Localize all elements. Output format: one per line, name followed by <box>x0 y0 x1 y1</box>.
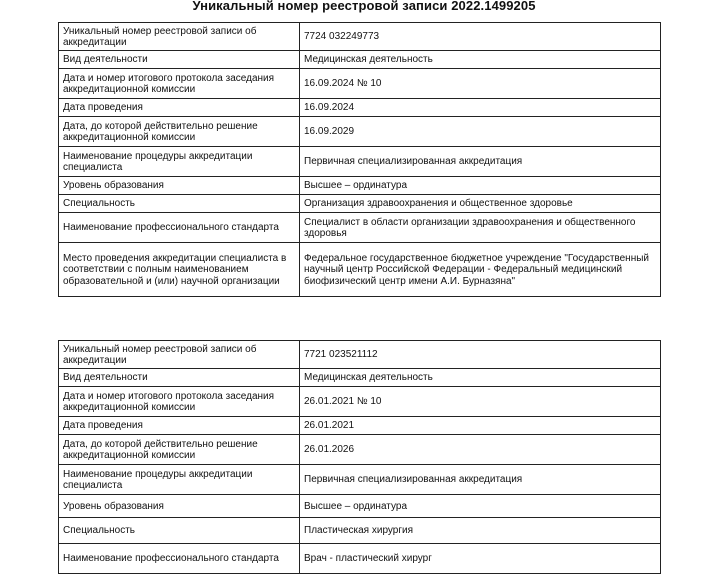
field-value: Организация здравоохранения и общественное здоровье <box>300 195 661 213</box>
table-row <box>59 147 661 177</box>
field-label: Уникальный номер реестровой записи об аккредитации <box>59 341 300 369</box>
field-label: Наименование профессионального стандарта <box>59 544 300 574</box>
field-value: Пластическая хирургия <box>300 518 661 544</box>
table-row <box>59 518 661 544</box>
field-value: 16.09.2024 <box>300 99 661 117</box>
page-title: Уникальный номер реестровой записи 2022.1499205 <box>192 0 536 13</box>
field-value: Специалист в области организации здравоохранения и общественного здоровья <box>300 213 661 243</box>
table-row <box>59 99 661 117</box>
field-value: Первичная специализированная аккредитация <box>300 147 661 177</box>
table-row <box>59 435 661 465</box>
field-label: Уровень образования <box>59 495 300 518</box>
field-label: Уровень образования <box>59 177 300 195</box>
table-row <box>59 341 661 369</box>
field-label: Уникальный номер реестровой записи об аккредитации <box>59 23 300 51</box>
table-row <box>59 465 661 495</box>
table-row <box>59 544 661 574</box>
field-value: Медицинская деятельность <box>300 51 661 69</box>
field-label: Дата проведения <box>59 417 300 435</box>
table-row <box>59 51 661 69</box>
field-label: Дата и номер итогового протокола заседания аккредитационной комиссии <box>59 69 300 99</box>
field-value: Медицинская деятельность <box>300 369 661 387</box>
field-label: Специальность <box>59 195 300 213</box>
field-value: 7721 023521112 <box>300 341 661 369</box>
field-label: Наименование профессионального стандарта <box>59 213 300 243</box>
field-value: Высшее – ординатура <box>300 177 661 195</box>
field-label: Вид деятельности <box>59 369 300 387</box>
field-value: 26.01.2026 <box>300 435 661 465</box>
field-value: Врач - пластический хирург <box>300 544 661 574</box>
table-row <box>59 387 661 417</box>
field-value: 26.01.2021 <box>300 417 661 435</box>
field-label: Дата, до которой действительно решение аккредитационной комиссии <box>59 435 300 465</box>
table-row <box>59 23 661 51</box>
table-row <box>59 69 661 99</box>
accreditation-record-table <box>58 22 661 297</box>
field-value: Высшее – ординатура <box>300 495 661 518</box>
field-value: 16.09.2029 <box>300 117 661 147</box>
field-value: Федеральное государственное бюджетное учреждение "Государственный научный центр Российской Федерации - Федеральный медицинский биофизический центр имени А.И. Бурназяна" <box>300 243 661 297</box>
field-label: Дата и номер итогового протокола заседания аккредитационной комиссии <box>59 387 300 417</box>
table-row <box>59 177 661 195</box>
field-label: Специальность <box>59 518 300 544</box>
accreditation-record-table <box>58 340 661 574</box>
field-label: Наименование процедуры аккредитации специалиста <box>59 147 300 177</box>
table-row <box>59 369 661 387</box>
field-label: Дата, до которой действительно решение аккредитационной комиссии <box>59 117 300 147</box>
field-label: Вид деятельности <box>59 51 300 69</box>
field-value: 7724 032249773 <box>300 23 661 51</box>
field-label: Дата проведения <box>59 99 300 117</box>
field-label: Наименование процедуры аккредитации специалиста <box>59 465 300 495</box>
table-row <box>59 195 661 213</box>
field-value: 26.01.2021 № 10 <box>300 387 661 417</box>
table-row <box>59 243 661 297</box>
table-row <box>59 117 661 147</box>
field-value: Первичная специализированная аккредитация <box>300 465 661 495</box>
field-value: 16.09.2024 № 10 <box>300 69 661 99</box>
table-row <box>59 495 661 518</box>
table-row <box>59 213 661 243</box>
field-label: Место проведения аккредитации специалиста в соответствии с полным наименованием образовательной и (или) научной организации <box>59 243 300 297</box>
table-row <box>59 417 661 435</box>
